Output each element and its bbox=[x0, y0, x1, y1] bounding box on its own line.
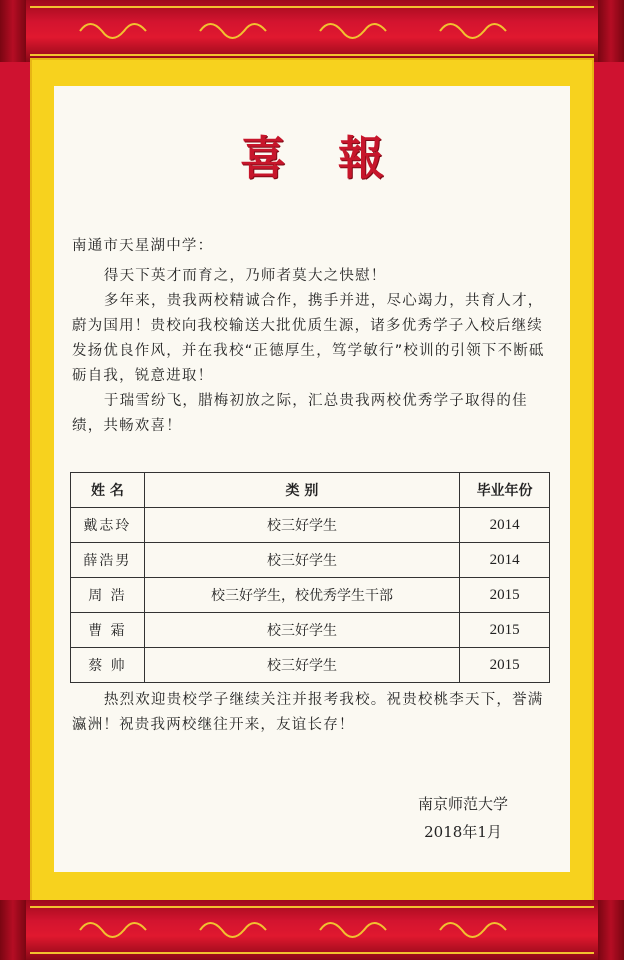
header-name: 姓 名 bbox=[71, 473, 145, 508]
letter-paragraph: 得天下英才而育之，乃师者莫大之快慰！ bbox=[103, 268, 387, 284]
letter-paragraph: 于瑞雪纷飞，腊梅初放之际，汇总贵我两校优秀学子取得的佳绩，共畅欢喜！ bbox=[72, 393, 528, 434]
signature-date: 2018年1月 bbox=[424, 823, 502, 841]
closing-text bbox=[72, 688, 554, 738]
salutation: 南通市天星湖中学： bbox=[72, 238, 214, 254]
table-row bbox=[71, 543, 550, 578]
award-category: 校三好学生，校优秀学生干部 bbox=[144, 578, 459, 613]
scroll-roller-bottom bbox=[0, 900, 624, 960]
scroll-roller-top bbox=[0, 0, 624, 62]
student-name: 蔡 帅 bbox=[71, 648, 145, 683]
letter-body bbox=[72, 264, 554, 439]
graduation-year: 2014 bbox=[460, 508, 550, 543]
student-name: 曹 霜 bbox=[71, 613, 145, 648]
table-header-row bbox=[71, 473, 550, 508]
table-row bbox=[71, 508, 550, 543]
cloud-pattern-top bbox=[0, 0, 624, 62]
award-category: 校三好学生 bbox=[144, 613, 459, 648]
award-category: 校三好学生 bbox=[144, 508, 459, 543]
student-name: 戴志玲 bbox=[71, 508, 145, 543]
student-name: 周 浩 bbox=[71, 578, 145, 613]
letter-paragraph: 多年来，贵我两校精诚合作，携手并进，尽心竭力，共育人才，蔚为国用！贵校向我校输送大批优质生源，诸多优秀学子入校后继续发扬优良作风，并在我校“正德厚生，笃学敏行”校训的引领下不断砥砺自我，锐意进取！ bbox=[72, 293, 545, 384]
graduation-year: 2015 bbox=[460, 578, 550, 613]
closing-paragraph: 热烈欢迎贵校学子继续关注并报考我校。祝贵校桃李天下，誉满瀛洲！祝贵我两校继往开来，友谊长存！ bbox=[72, 692, 544, 733]
signature-org: 南京师范大学 bbox=[417, 795, 508, 813]
page-title: 喜報 bbox=[240, 131, 436, 185]
graduation-year: 2015 bbox=[460, 648, 550, 683]
cloud-pattern-bottom bbox=[0, 900, 624, 960]
table-row bbox=[71, 613, 550, 648]
table-row bbox=[71, 578, 550, 613]
graduation-year: 2014 bbox=[460, 543, 550, 578]
header-category: 类 别 bbox=[144, 473, 459, 508]
honor-roll-table bbox=[70, 472, 550, 683]
award-category: 校三好学生 bbox=[144, 543, 459, 578]
graduation-year: 2015 bbox=[460, 613, 550, 648]
table-row bbox=[71, 648, 550, 683]
award-category: 校三好学生 bbox=[144, 648, 459, 683]
header-year: 毕业年份 bbox=[460, 473, 550, 508]
student-name: 薛浩男 bbox=[71, 543, 145, 578]
